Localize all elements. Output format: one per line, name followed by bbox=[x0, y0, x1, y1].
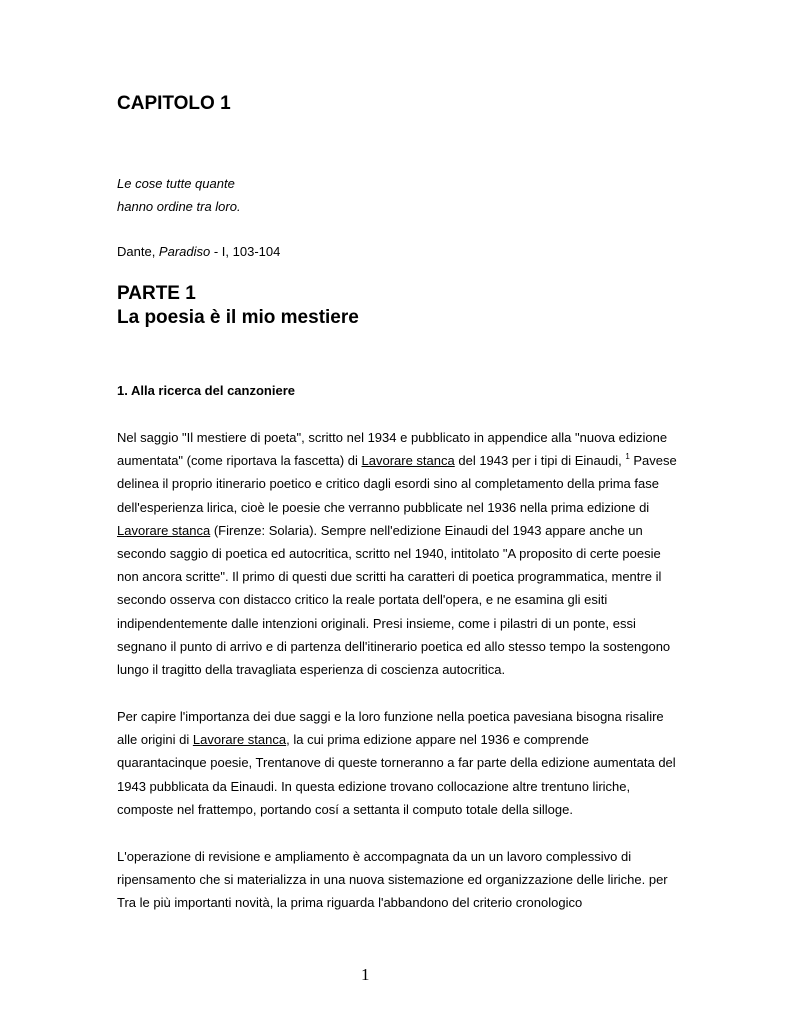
paragraph-line: secondo osserva con distacco critico la reale portata dell'opera, e ne esamina gli esiti bbox=[117, 592, 608, 608]
paragraph-line bbox=[117, 728, 676, 751]
paragraph-line: Per capire l'importanza dei due saggi e la loro funzione nella poetica pavesiana bisogna risalire bbox=[117, 709, 664, 724]
text-run: Pavese bbox=[629, 453, 677, 469]
citation-author: Dante, bbox=[117, 244, 159, 259]
epigraph-citation bbox=[117, 242, 280, 262]
paragraph-line: 1943 pubblicata da Einaudi. In questa edizione trovano collocazione altre trentuno liriche, bbox=[117, 778, 631, 794]
paragraph-line: non ancora scritte". Il primo di questi due scritti ha caratteri di poetica programmatica, mentre il bbox=[117, 569, 662, 585]
epigraph-line: hanno ordine tra loro. bbox=[117, 199, 241, 214]
text-run: (Firenze: Solaria). Sempre nell'edizione Einaudi del 1943 appare anche un bbox=[210, 522, 643, 538]
epigraph-line: Le cose tutte quante bbox=[117, 176, 235, 191]
epigraph bbox=[117, 172, 241, 218]
citation-reference: - I, 103-104 bbox=[210, 244, 281, 259]
book-title: Lavorare stanca bbox=[361, 453, 455, 469]
text-run: del 1943 per i tipi di Einaudi, bbox=[454, 453, 626, 469]
paragraph-line: L'operazione di revisione e ampliamento è accompagnata da un un lavoro complessivo di bbox=[117, 849, 632, 864]
paragraph-line bbox=[117, 519, 677, 542]
citation-work: Paradiso bbox=[158, 244, 211, 259]
paragraph-line: segnano il punto di arrivo e di partenza dell'itinerario poetica ed allo stesso tempo la sostengono bbox=[117, 638, 671, 654]
paragraph bbox=[117, 705, 676, 821]
paragraph bbox=[117, 426, 677, 681]
paragraph-line: composte nel frattempo, portando cosí a settanta il computo totale della silloge. bbox=[117, 801, 573, 817]
paragraph-line: secondo saggio di poetica ed autocritica, scritto nel 1940, intitolato "A proposito di certe poesie bbox=[117, 546, 661, 562]
paragraph-line bbox=[117, 449, 677, 472]
part-subtitle: La poesia è il mio mestiere bbox=[117, 307, 359, 328]
paragraph-line: Tra le più importanti novità, la prima riguarda l'abbandono del criterio cronologico bbox=[117, 895, 583, 911]
text-run: aumentata" (come riportava la fascetta) di bbox=[117, 453, 362, 469]
paragraph-line: dell'esperienza lirica, cioè le poesie che verranno pubblicate nel 1936 nella prima edizione di bbox=[117, 499, 650, 515]
book-title: Lavorare stanca bbox=[117, 522, 211, 538]
part-title: PARTE 1 bbox=[117, 283, 196, 304]
paragraph-line: lungo il tragitto della travagliata esperienza di coscienza autocritica. bbox=[117, 662, 506, 678]
text-run: , la cui prima edizione appare nel 1936 e comprende bbox=[286, 732, 589, 748]
paragraph-line: delinea il proprio itinerario poetico e critico dagli esordi sino al completamento della prima fase bbox=[117, 476, 659, 492]
footnote-reference[interactable]: 1 bbox=[625, 452, 630, 462]
section-heading: 1. Alla ricerca del canzoniere bbox=[117, 383, 295, 398]
part-heading bbox=[117, 282, 359, 330]
page-number: 1 bbox=[361, 965, 370, 984]
text-run: alle origini di bbox=[117, 732, 193, 748]
chapter-title: CAPITOLO 1 bbox=[117, 93, 231, 114]
paragraph-line: ripensamento che si materializza in una nuova sistemazione ed organizzazione delle liriche. per bbox=[117, 872, 668, 888]
paragraph-line: quarantacinque poesie, Trentanove di queste torneranno a far parte della edizione aumentata del bbox=[117, 755, 676, 771]
book-title: Lavorare stanca bbox=[192, 732, 287, 748]
paragraph-line: Nel saggio "Il mestiere di poeta", scritto nel 1934 e pubblicato in appendice alla "nuova edizione bbox=[117, 430, 668, 445]
paragraph-line: indipendentemente dalle intenzioni originali. Presi insieme, come i pilastri di un ponte, essi bbox=[117, 615, 636, 631]
paragraph bbox=[117, 845, 668, 915]
